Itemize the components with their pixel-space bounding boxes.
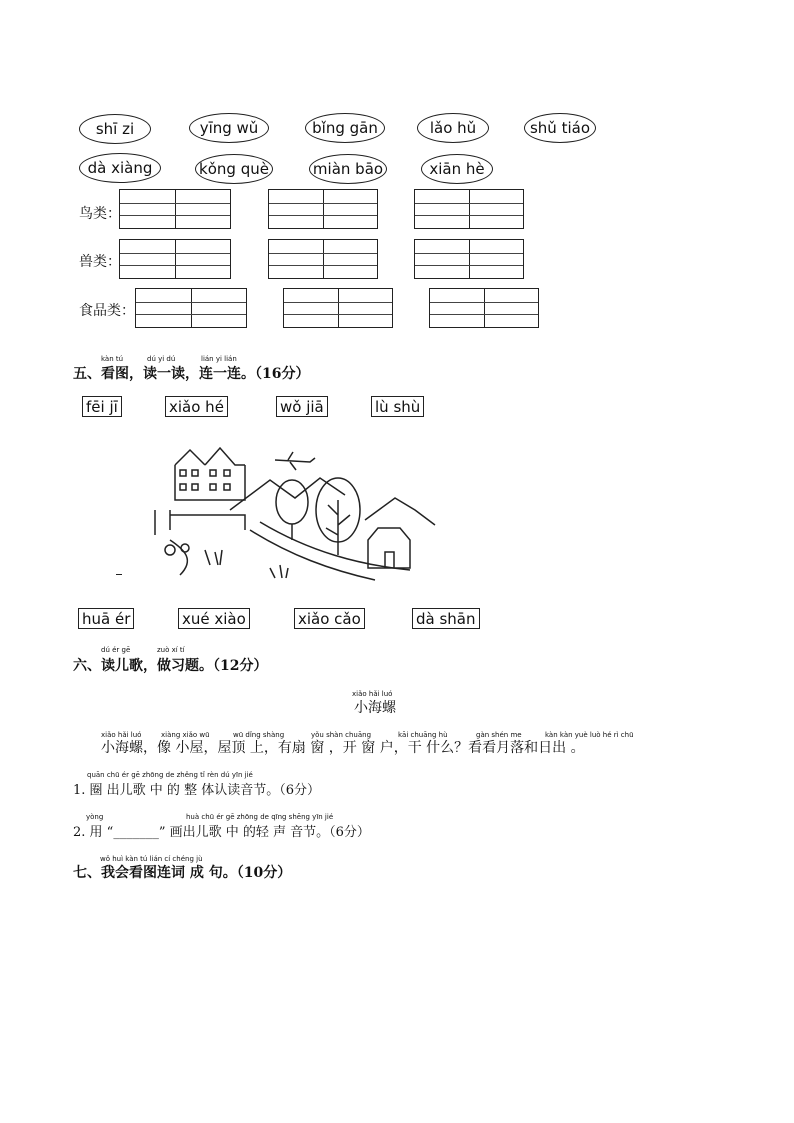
pinyin-annotation: dú ér gē [101, 646, 131, 654]
tree-icon [276, 480, 308, 524]
oval-word: bǐng gān [305, 113, 385, 143]
oval-word: shǔ tiáo [524, 113, 596, 143]
pinyin-annotation: zuò xí tí [157, 646, 185, 654]
house-icon [368, 528, 410, 568]
word-box[interactable]: xiǎo hé [165, 396, 228, 417]
oval-word: lǎo hǔ [417, 113, 489, 143]
oval-word: xiān hè [421, 154, 493, 184]
pinyin-annotation: huà chū ér gē zhōng de qīng shēng yīn jié [186, 813, 334, 821]
word-box[interactable]: xué xiào [178, 608, 250, 629]
pinyin-annotation: dú yi dú [147, 355, 176, 363]
pinyin-annotation: kāi chuāng hù [398, 731, 448, 739]
question-2: 2. 用 “_______” 画出儿歌 中 的轻 声 音节。（6分） [73, 825, 370, 840]
writing-grid[interactable] [414, 189, 524, 229]
word-box[interactable]: wǒ jiā [276, 396, 328, 417]
section-6-heading: 六、读儿歌，做习题。（12分） [73, 658, 268, 674]
category-beasts: 兽类： [79, 254, 121, 270]
poem-text: 小海螺，像 小屋，屋顶 上，有扇 窗 ，开 窗 户，干 什么？看看月落和日出 。 [101, 740, 585, 756]
pinyin-annotation: xiàng xiǎo wū [161, 731, 210, 739]
writing-grid[interactable] [429, 288, 539, 328]
pinyin-annotation: lián yi lián [201, 355, 237, 363]
writing-grid[interactable] [283, 288, 393, 328]
section-7-heading: 七、我会看图连词 成 句。（10分） [73, 865, 292, 881]
writing-grid[interactable] [268, 189, 378, 229]
writing-grid[interactable] [119, 239, 231, 279]
pinyin-annotation: wǒ huì kàn tú lián cí chéng jù [100, 855, 203, 863]
oval-word: miàn bāo [309, 154, 387, 184]
writing-grid[interactable] [414, 239, 524, 279]
pinyin-annotation: kàn tú [101, 355, 124, 363]
dash-mark [116, 574, 122, 575]
pinyin-annotation: kàn kàn yuè luò hé rì chū [545, 731, 634, 739]
pinyin-annotation: xiǎo hǎi luó [101, 731, 142, 739]
airplane-icon [275, 452, 315, 470]
category-food: 食品类： [79, 303, 135, 319]
scene-illustration [110, 440, 450, 590]
oval-word: kǒng què [195, 154, 273, 184]
poem-title-pinyin: xiǎo hǎi luó [352, 690, 393, 698]
pinyin-annotation: quān chū ér gē zhōng de zhěng tǐ rèn dú yīn jié [87, 771, 253, 779]
category-birds: 鸟类： [79, 206, 121, 222]
word-box[interactable]: huā ér [78, 608, 134, 629]
pinyin-annotation: wū dǐng shàng [233, 731, 285, 739]
word-box[interactable]: fēi jī [82, 396, 122, 417]
word-box[interactable]: dà shān [412, 608, 480, 629]
oval-word: dà xiàng [79, 153, 161, 183]
word-box[interactable]: lù shù [371, 396, 424, 417]
oval-word: shī zi [79, 114, 151, 144]
section-5-heading: 五、看图，读一读，连一连。（16分） [73, 366, 310, 382]
flower-icon [165, 545, 175, 555]
writing-grid[interactable] [268, 239, 378, 279]
pinyin-annotation: gàn shén me [476, 731, 522, 739]
question-1: 1. 圈 出儿歌 中 的 整 体认读音节。（6分） [73, 783, 320, 798]
poem-title: 小海螺 [354, 700, 396, 716]
writing-grid[interactable] [119, 189, 231, 229]
pinyin-annotation: yòng [86, 813, 104, 821]
word-box[interactable]: xiǎo cǎo [294, 608, 365, 629]
writing-grid[interactable] [135, 288, 247, 328]
oval-word: yīng wǔ [189, 113, 269, 143]
pinyin-annotation: yǒu shàn chuāng [311, 731, 372, 739]
